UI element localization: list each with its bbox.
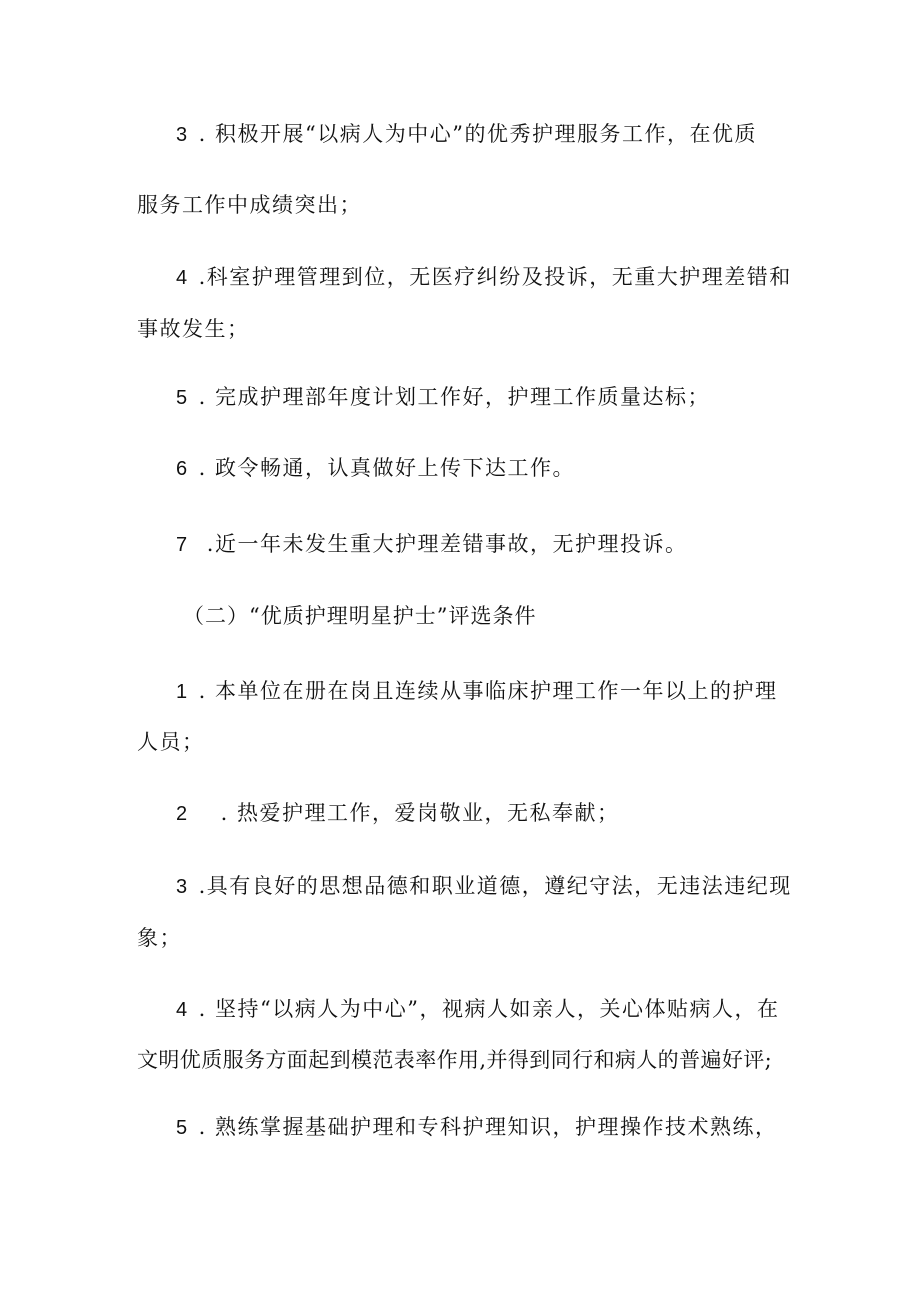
line-text: . 熟练掌握基础护理和专科护理知识，护理操作技术熟练， <box>198 1115 778 1139</box>
paragraph-line <box>176 799 619 828</box>
item-number: 3 <box>176 124 189 146</box>
paragraph-line <box>176 995 779 1024</box>
line-text: .近一年未发生重大护理差错事故，无护理投诉。 <box>198 532 688 556</box>
paragraph-line <box>137 728 205 756</box>
paragraph-line <box>137 1046 772 1074</box>
line-text: .科室护理管理到位，无医疗纠纷及投诉，无重大护理差错和 <box>198 265 792 289</box>
paragraph-line <box>176 454 575 483</box>
line-text: . 热爱护理工作，爱岗敬业，无私奉献； <box>220 801 620 825</box>
line-text: . 本单位在册在岗且连续从事临床护理工作一年以上的护理 <box>198 679 778 703</box>
line-text: .具有良好的思想品德和职业道德，遵纪守法，无违法违纪现 <box>198 874 792 898</box>
paragraph-line <box>176 677 777 706</box>
line-text: . 坚持“以病人为中心”，视病人如亲人，关心体贴病人，在 <box>198 997 780 1021</box>
line-text: 象； <box>137 926 182 950</box>
line-text: 事故发生； <box>137 317 250 341</box>
paragraph-line <box>137 315 250 343</box>
item-number: 1 <box>176 681 189 703</box>
item-number: 6 <box>176 458 189 480</box>
item-number: 7 <box>176 534 189 556</box>
paragraph-line <box>137 924 182 952</box>
paragraph-line <box>176 263 792 292</box>
item-number: 4 <box>176 999 189 1021</box>
paragraph-line <box>176 530 687 559</box>
line-text: （二）“优质护理明星护士”评选条件 <box>183 604 537 628</box>
item-number: 3 <box>176 876 189 898</box>
line-text: 文明优质服务方面起到模范表率作用,并得到同行和病人的普遍好评; <box>137 1048 773 1072</box>
paragraph-line <box>176 1113 777 1142</box>
item-number: 2 <box>176 803 189 825</box>
paragraph-line <box>176 872 792 901</box>
line-text: . 完成护理部年度计划工作好，护理工作质量达标； <box>198 385 710 409</box>
item-number: 5 <box>176 1117 189 1139</box>
line-text: . 积极开展“以病人为中心”的优秀护理服务工作，在优质 <box>198 122 757 146</box>
paragraph-line <box>176 383 710 412</box>
line-text: 人员； <box>137 730 205 754</box>
line-text: . 政令畅通，认真做好上传下达工作。 <box>198 456 575 480</box>
paragraph-line <box>176 120 757 149</box>
item-number: 4 <box>176 267 189 289</box>
line-text: 服务工作中成绩突出； <box>137 193 362 217</box>
item-number: 5 <box>176 387 189 409</box>
section-heading <box>183 602 536 630</box>
paragraph-line <box>137 191 362 219</box>
